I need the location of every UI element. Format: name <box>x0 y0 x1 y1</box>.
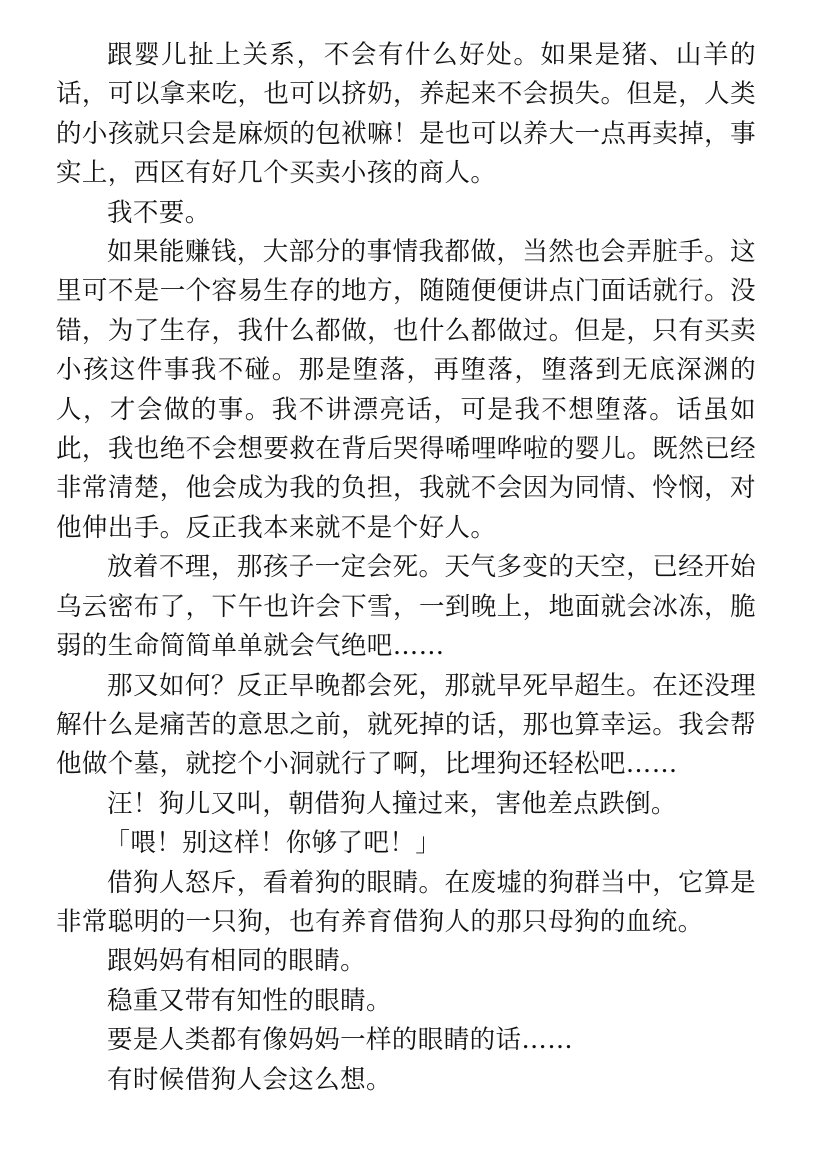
paragraph-2: 我不要。 <box>107 197 211 228</box>
document-page <box>56 36 756 1100</box>
paragraph-8: 借狗人怒斥，看着狗的眼睛。在废墟的狗群当中，它算是非常聪明的一只狗，也有养育借狗人的那只母狗的血统。 <box>56 867 756 937</box>
paragraph-9: 跟妈妈有相同的眼睛。 <box>107 946 367 977</box>
paragraph-7-dialogue: 「喂！别这样！你够了吧！」 <box>104 828 442 859</box>
paragraph-5: 那又如何？反正早晚都会死，那就早死早超生。在还没理解什么是痛苦的意思之前，就死掉的话，那也算幸运。我会帮他做个墓，就挖个小洞就行了啊，比埋狗还轻松吧…… <box>56 670 756 780</box>
paragraph-12: 有时候借狗人会这么想。 <box>107 1064 392 1095</box>
paragraph-3: 如果能赚钱，大部分的事情我都做，当然也会弄脏手。这里可不是一个容易生存的地方，随随便便讲点门面话就行。没错，为了生存，我什么都做，也什么都做过。但是，只有买卖小孩这件事我不碰。那是堕落，再堕落，堕落到无底深渊的人，才会做的事。我不讲漂亮话，可是我不想堕落。话虽如此，我也绝不会想要救在背后哭得唏哩哗啦的婴儿。既然已经非常清楚，他会成为我的负担，我就不会因为同情、怜悯，对他伸出手。反正我本来就不是个好人。 <box>56 237 756 543</box>
paragraph-6: 汪！狗儿又叫，朝借狗人撞过来，害他差点跌倒。 <box>107 788 677 819</box>
paragraph-10: 稳重又带有知性的眼睛。 <box>107 985 392 1016</box>
paragraph-1: 跟婴儿扯上关系，不会有什么好处。如果是猪、山羊的话，可以拿来吃，也可以挤奶，养起来不会损失。但是，人类的小孩就只会是麻烦的包袱嘛！是也可以养大一点再卖掉，事实上，西区有好几个买卖小孩的商人。 <box>56 40 756 189</box>
paragraph-4: 放着不理，那孩子一定会死。天气多变的天空，已经开始乌云密布了，下午也许会下雪，一到晚上，地面就会冰冻，脆弱的生命简简单单就会气绝吧…… <box>56 552 756 662</box>
paragraph-11: 要是人类都有像妈妈一样的眼睛的话…… <box>107 1025 574 1056</box>
